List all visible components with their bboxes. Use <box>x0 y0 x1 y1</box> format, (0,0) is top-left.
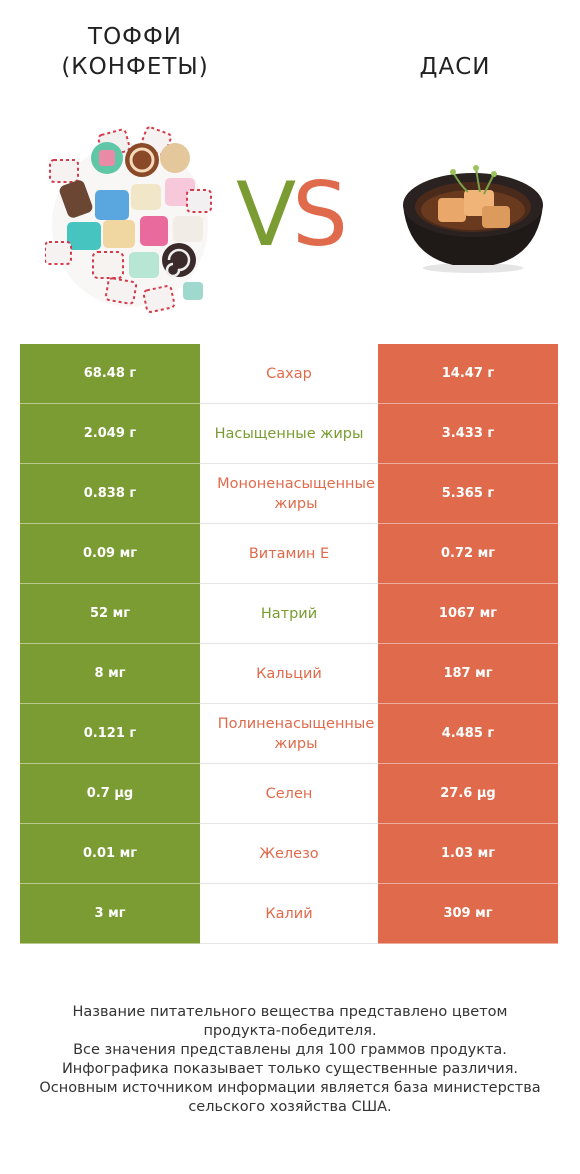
left-food-title-line1: ТОФФИ <box>88 24 182 50</box>
right-value: 3.433 г <box>378 404 558 464</box>
table-row <box>20 704 558 764</box>
table-row <box>20 584 558 644</box>
nutrient-name <box>200 404 378 464</box>
nutrient-name <box>200 704 378 764</box>
table-row <box>20 464 558 524</box>
footer-line-6: сельского хозяйства США. <box>188 1099 392 1115</box>
vs-label <box>228 165 352 265</box>
nutrient-name <box>200 344 378 404</box>
left-value: 0.01 мг <box>20 824 200 884</box>
left-value: 8 мг <box>20 644 200 704</box>
footer-note <box>20 1003 560 1117</box>
table-row <box>20 644 558 704</box>
table-row <box>20 884 558 944</box>
left-value: 2.049 г <box>20 404 200 464</box>
nutrient-label: Кальций <box>256 665 322 682</box>
right-value: 1.03 мг <box>378 824 558 884</box>
nutrient-name <box>200 824 378 884</box>
soup-bowl <box>403 165 543 273</box>
nutrient-name <box>200 644 378 704</box>
nutrient-comparison-table <box>20 344 558 944</box>
left-food-title <box>20 22 250 82</box>
nutrient-label: Селен <box>265 785 313 802</box>
footer-line-3: Все значения представлены для 100 граммов продукта. <box>73 1042 507 1058</box>
right-food-title: ДАСИ <box>419 54 491 80</box>
nutrient-label: Калий <box>265 905 313 922</box>
left-value: 0.09 мг <box>20 524 200 584</box>
left-value: 0.7 µg <box>20 764 200 824</box>
nutrient-label: Мононенасыщенные жиры <box>217 475 375 512</box>
right-value: 4.485 г <box>378 704 558 764</box>
nutrient-name <box>200 584 378 644</box>
right-value: 27.6 µg <box>378 764 558 824</box>
nutrient-label: Натрий <box>260 605 318 622</box>
footer-line-1: Название питательного вещества представлено цветом <box>72 1004 508 1020</box>
footer-line-5: Основным источником информации является база министерства <box>39 1080 541 1096</box>
right-value: 5.365 г <box>378 464 558 524</box>
table-row <box>20 824 558 884</box>
left-value: 68.48 г <box>20 344 200 404</box>
left-food-title-line2: (КОНФЕТЫ) <box>61 54 209 80</box>
right-value: 0.72 мг <box>378 524 558 584</box>
nutrient-label: Сахар <box>266 365 312 382</box>
left-value: 3 мг <box>20 884 200 944</box>
nutrient-label: Насыщенные жиры <box>214 425 364 442</box>
left-value: 0.838 г <box>20 464 200 524</box>
nutrient-label: Полиненасыщенные жиры <box>217 715 375 752</box>
candy-pile <box>45 126 211 312</box>
nutrient-name <box>200 524 378 584</box>
right-value: 187 мг <box>378 644 558 704</box>
table-row <box>20 404 558 464</box>
right-value: 1067 мг <box>378 584 558 644</box>
footer-line-4: Инфографика показывает только существенные различия. <box>61 1061 519 1077</box>
table-row <box>20 344 558 404</box>
nutrient-label: Витамин E <box>248 545 330 562</box>
nutrient-name <box>200 464 378 524</box>
dashi-soup-bowl-image <box>398 160 548 275</box>
right-value: 309 мг <box>378 884 558 944</box>
footer-line-2: продукта-победителя. <box>203 1023 377 1039</box>
toffee-candies-image <box>45 120 215 320</box>
vs-v: V <box>235 163 293 266</box>
nutrient-name <box>200 884 378 944</box>
table-row <box>20 524 558 584</box>
nutrient-name <box>200 764 378 824</box>
right-value: 14.47 г <box>378 344 558 404</box>
left-value: 52 мг <box>20 584 200 644</box>
table-row <box>20 764 558 824</box>
left-value: 0.121 г <box>20 704 200 764</box>
vs-s: S <box>292 163 345 266</box>
nutrient-label: Железо <box>259 845 319 862</box>
